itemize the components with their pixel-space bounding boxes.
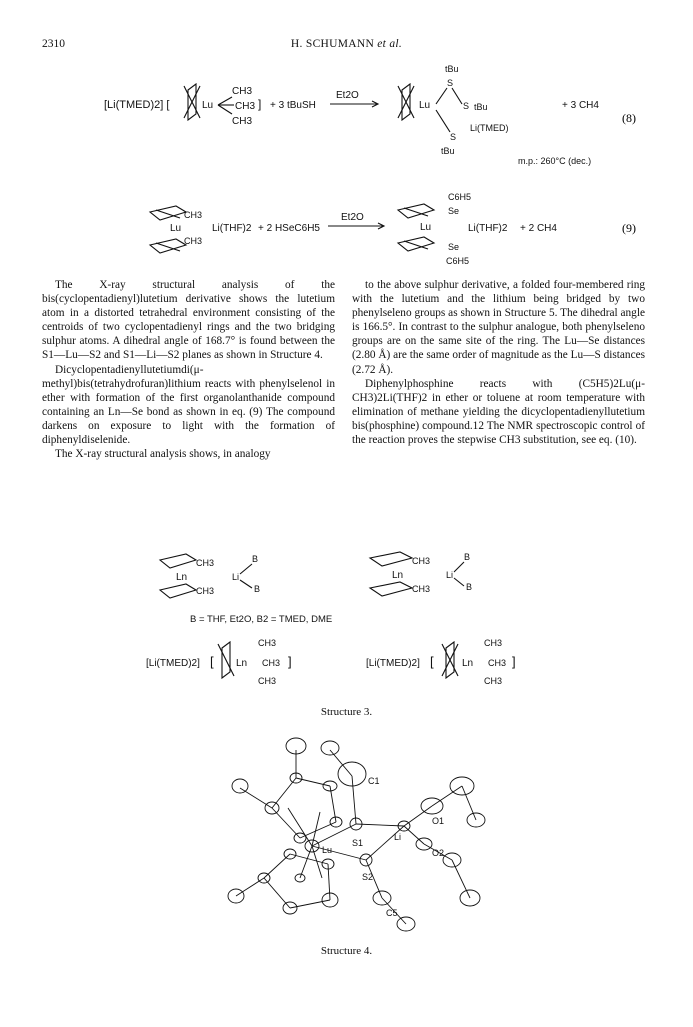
eq8-product-lu: Lu <box>419 100 431 111</box>
s3-li-tmed-right: [Li(TMED)2] <box>366 658 420 669</box>
s3-ln: Ln <box>462 658 474 669</box>
structure-4-caption: Structure 4. <box>320 945 373 957</box>
eq9-byproduct: + 2 CH4 <box>520 223 557 234</box>
eq8-reagent: + 3 tBuSH <box>270 100 316 111</box>
eq8-lu: Lu <box>202 100 214 111</box>
eq8-product-s1: S <box>447 78 454 88</box>
text-column-left <box>42 278 335 461</box>
s4-label: C5 <box>386 908 398 918</box>
s3-ch3: CH3 <box>488 658 507 668</box>
paragraph: Diphenylphosphine reacts with (C5H5)2Lu(μ-CH3)2Li(THF)2 in ether or toluene at room temperature with elimination of methane yielding the dicyclopentadienyllutetium bis(phosphine) compound.12 The NMR spectroscopic control of the reaction proves the stepwise CH3 substitution, see eq. (10). <box>352 377 645 447</box>
svg-text:]: ] <box>288 654 292 669</box>
s3-ch3: CH3 <box>484 676 503 686</box>
s3-ln-right: Ln <box>392 570 404 581</box>
s3-li: Li <box>232 572 240 582</box>
cp-ring-icon <box>218 642 234 678</box>
structure-4-ortep-figure <box>0 728 693 938</box>
s3-ch3: CH3 <box>258 638 277 648</box>
structure-3-caption: Structure 3. <box>320 706 373 718</box>
paragraph: to the above sulphur derivative, a folded four-membered ring with the lutetium and the lithium being bridged by two phenylseleno groups as shown in Structure 5. The dihedral angle is 166.5°. In contrast to the sulphur analogue, both phenylseleno groups are on the same site of the ring. The Lu—Se distances (2.80 Å) are the same order of magnitude as the Lu—S distances (2.72 Å). <box>352 279 646 376</box>
paragraph: Dicyclopentadienyllutetiumdi(μ-methyl)bis(tetrahydrofuran)lithium reacts with phenylselenol in ether with formation of the first organolanthanide compound containing an Ln—Se bond as shown in eq. (9) The compound darkens on exposure to light with the formation of diphenyldiselenide. <box>42 363 335 447</box>
eq8-product-bu-mid: tBu <box>474 102 488 112</box>
eq8-product-li: Li(TMED) <box>470 123 509 133</box>
s4-label: S1 <box>352 838 364 848</box>
s3-b: B <box>252 554 259 564</box>
eq9-li-thf: Li(THF)2 <box>212 223 252 234</box>
s3-ch3: CH3 <box>196 558 215 568</box>
cp-ring-icon-product <box>398 84 414 120</box>
s3-ln: Ln <box>236 658 248 669</box>
s4-label: S2 <box>362 872 374 882</box>
eq9-phenyl-bot: C6H5 <box>446 256 470 266</box>
s3-b: B <box>254 584 261 594</box>
cp-ring-icon <box>442 642 458 678</box>
svg-text:[: [ <box>430 654 434 669</box>
eq8-methyl-mid: CH3 <box>235 101 256 112</box>
eq8-product-bu-bot: tBu <box>441 146 455 156</box>
structure-3-figure <box>0 540 693 700</box>
cp-ring-top-icon <box>150 206 186 220</box>
eq8-reactant: [Li(TMED)2] [ <box>104 99 170 111</box>
eq8-byproduct: + 3 CH4 <box>562 100 599 111</box>
s4-label: O1 <box>432 816 445 826</box>
cp-ring-top-product-icon <box>398 204 434 218</box>
svg-text:]: ] <box>512 654 516 669</box>
svg-text:[: [ <box>210 654 214 669</box>
reaction-scheme <box>0 60 693 270</box>
s3-ch3: CH3 <box>412 556 431 566</box>
eq8-product-s2: S <box>463 101 470 111</box>
eq8-solvent: Et2O <box>336 90 359 101</box>
eq8-methyl-top: CH3 <box>232 86 253 97</box>
running-header-authors: H. SCHUMANN et al. <box>290 38 403 50</box>
eq9-label: (9) <box>622 221 636 235</box>
eq8-product-bu-top: tBu <box>445 64 459 74</box>
s4-label: Li <box>394 832 402 842</box>
cp-ring-bottom-product-icon <box>398 237 434 251</box>
eq8-label: (8) <box>622 111 636 125</box>
eq9-phenyl-top: C6H5 <box>448 192 472 202</box>
s3-legend: B = THF, Et2O, B2 = TMED, DME <box>190 614 333 625</box>
eq9-product-lu: Lu <box>420 222 432 233</box>
s3-ln-left: Ln <box>176 572 188 583</box>
s3-li: Li <box>446 570 454 580</box>
s3-ch3: CH3 <box>412 584 431 594</box>
cp-ring-icon <box>184 84 200 120</box>
eq9-product-li: Li(THF)2 <box>468 223 508 234</box>
s3-ch3: CH3 <box>196 586 215 596</box>
eq9-ch3-top: CH3 <box>184 210 203 220</box>
s4-label: C1 <box>368 776 380 786</box>
cp-ring-bottom-icon <box>150 239 186 253</box>
eq9-se-bot: Se <box>448 242 460 252</box>
page-number: 2310 <box>42 38 65 50</box>
eq9-lu: Lu <box>170 223 182 234</box>
eq8-product-s3: S <box>450 132 457 142</box>
s4-label: Lu <box>322 845 333 855</box>
eq8-bracket: ] <box>258 97 262 111</box>
s3-ch3: CH3 <box>258 676 277 686</box>
paragraph: The X-ray structural analysis shows, in analogy <box>55 448 271 461</box>
eq9-solvent: Et2O <box>341 212 364 223</box>
eq9-ch3-bot: CH3 <box>184 236 203 246</box>
paragraph: The X-ray structural analysis of the bis(cyclopentadienyl)lutetium derivative shows the lutetium atom in a distorted tetrahedral environment consisting of the centroids of two cyclopentadienyl rings and the two bridging sulphur atoms. A dihedral angle of 168.7° is found between the S1—Lu—S2 and S1—Li—S2 planes as shown in Structure 4. <box>42 279 335 362</box>
s3-b: B <box>466 582 473 592</box>
s3-ch3: CH3 <box>262 658 281 668</box>
eq9-se-top: Se <box>448 206 460 216</box>
eq9-reagent: + 2 HSeC6H5 <box>258 223 320 234</box>
text-column-right <box>352 278 645 447</box>
s3-ch3: CH3 <box>484 638 503 648</box>
eq8-methyl-bot: CH3 <box>232 116 253 127</box>
s4-label: O2 <box>432 848 445 858</box>
s3-li-tmed-left: [Li(TMED)2] <box>146 658 200 669</box>
s3-b: B <box>464 552 471 562</box>
eq8-mp: m.p.: 260°C (dec.) <box>518 156 592 166</box>
